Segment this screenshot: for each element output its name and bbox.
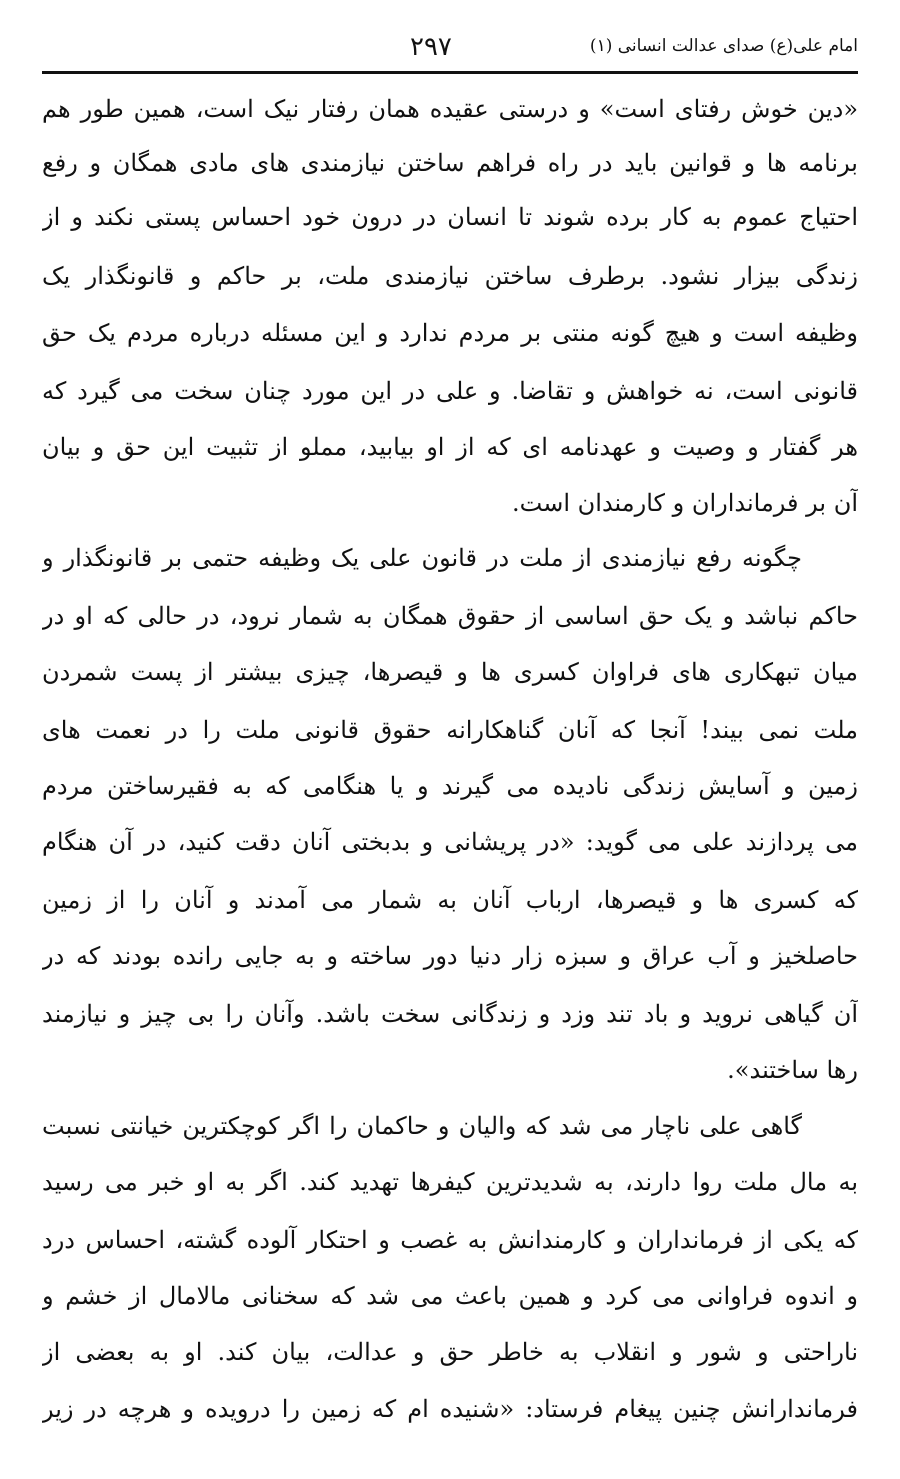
text-line: زندگی بیزار نشود. برطرف ساختن نیازمندی ملت، بر حاکم و قانونگذار یک — [42, 262, 858, 290]
text-line: ملت نمی بیند! آنجا که آنان گناهکارانه حقوق قانونی ملت را در نعمت های — [42, 716, 858, 744]
text-line: زمین و آسایش زندگی نادیده می گیرند و یا هنگامی که به فقیرساختن مردم — [42, 772, 858, 800]
paragraph-first-line: چگونه رفع نیازمندی از ملت در قانون علی یک وظیفه حتمی بر قانونگذار و — [42, 544, 802, 572]
text-line: آن بر فرمانداران و کارمندان است. — [512, 489, 858, 517]
text-line: آن گیاهی نروید و باد تند وزد و زندگانی سخت باشد. وآنان را بی چیز و نیازمند — [42, 1000, 858, 1028]
text-line: و اندوه فراوانی می کرد و همین باعث می شد که سخنانی مالامال از خشم و — [42, 1282, 858, 1310]
text-line: «دین خوش رفتای است» و درستی عقیده همان رفتار نیک است، همین طور هم — [42, 95, 858, 123]
text-line: وظیفه است و هیچ گونه منتی بر مردم ندارد و این مسئله درباره مردم یک حق — [42, 319, 858, 347]
text-line: می پردازند علی می گوید: «در پریشانی و بدبختی آنان دقت کنید، در آن هنگام — [42, 828, 858, 856]
page-number: ۲۹۷ — [410, 32, 452, 62]
text-line: به مال ملت روا دارند، به شدیدترین کیفرها تهدید کند. اگر به او خبر می رسید — [42, 1168, 858, 1196]
text-line: برنامه ها و قوانین باید در راه فراهم ساختن نیازمندی های مادی همگان و رفع — [42, 149, 858, 177]
header-divider — [42, 71, 858, 74]
text-line: ناراحتی و شور و انقلاب به خاطر حق و عدالت، بیان کند. او به بعضی از — [42, 1338, 858, 1366]
text-line: که کسری ها و قیصرها، ارباب آنان به شمار می آمدند و آنان را از زمین — [42, 886, 858, 914]
text-line: احتیاج عموم به کار برده شوند تا انسان در درون خود احساس پستی نکند و از — [42, 203, 858, 231]
text-line: حاکم نباشد و یک حق اساسی از حقوق همگان به شمار نرود، در حالی که او در — [42, 602, 858, 630]
text-line: میان تبهکاری های فراوان کسری ها و قیصرها، چیزی بیشتر از پست شمردن — [42, 658, 858, 686]
paragraph-first-line: گاهی علی ناچار می شد که والیان و حاکمان را اگر کوچکترین خیانتی نسبت — [42, 1112, 802, 1140]
book-title: امام علی(ع) صدای عدالت انسانی (۱) — [589, 36, 858, 56]
text-line: فرماندارانش چنین پیغام فرستاد: «شنیده ام که زمین را درویده و هرچه در زیر — [42, 1395, 858, 1423]
text-line: هر گفتار و وصیت و عهدنامه ای که از او بیابید، مملو از تثبیت این حق و بیان — [42, 433, 858, 461]
book-page — [42, 0, 858, 1479]
running-header — [42, 28, 858, 68]
text-line: رها ساختند». — [727, 1056, 858, 1084]
text-line: حاصلخیز و آب عراق و سبزه زار دنیا دور ساخته و به جایی رانده بودند که در — [42, 942, 858, 970]
text-line: قانونی است، نه خواهش و تقاضا. و علی در این مورد چنان سخت می گیرد که — [42, 377, 858, 405]
text-line: که یکی از فرمانداران و کارمندانش به غصب و احتکار آلوده گشته، احساس درد — [42, 1226, 858, 1254]
